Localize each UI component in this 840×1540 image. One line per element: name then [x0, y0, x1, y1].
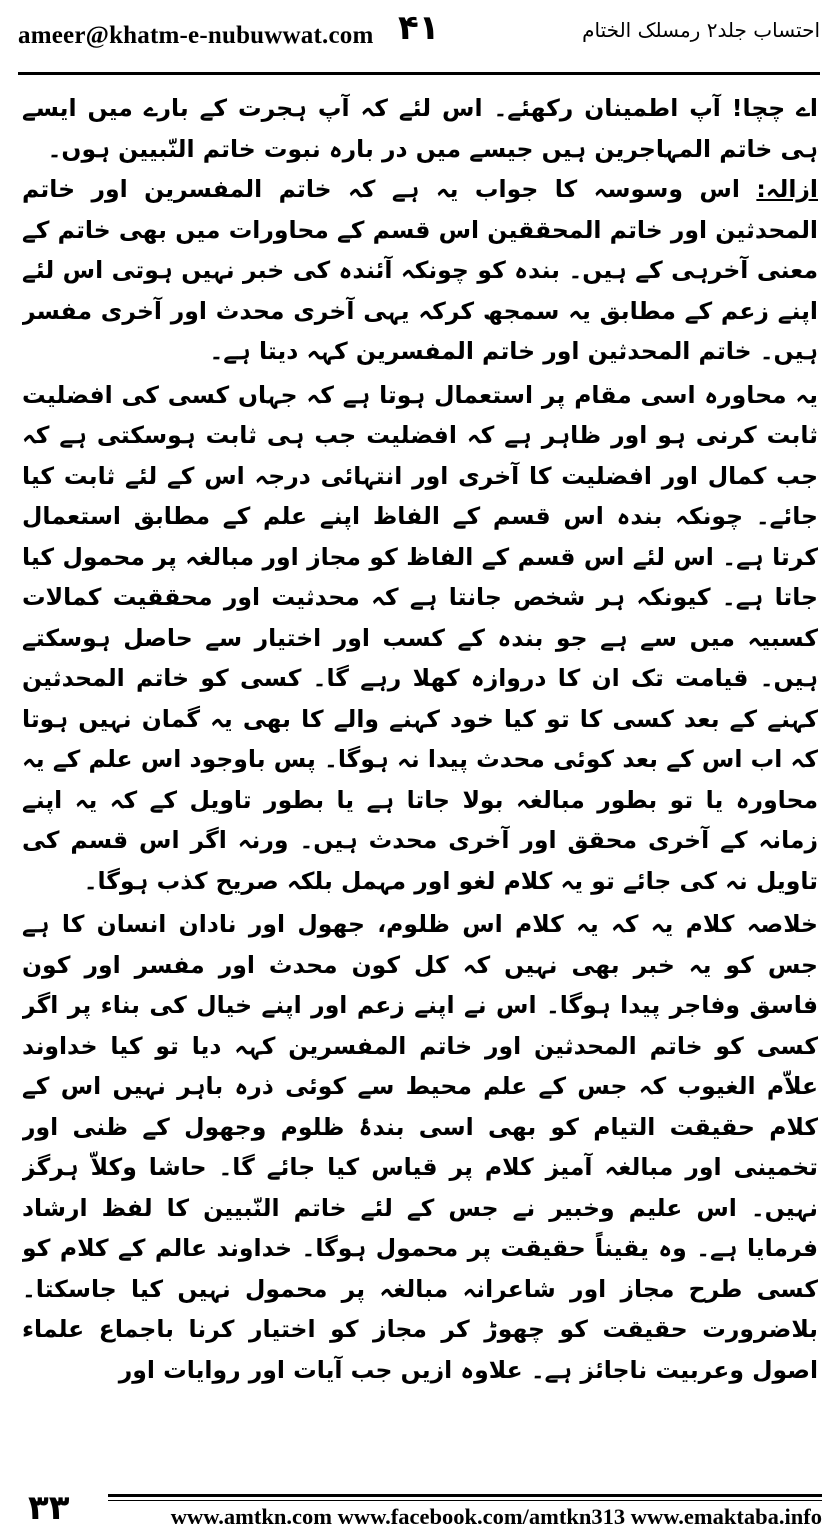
page-header: [0, 0, 840, 86]
paragraph-3: یہ محاورہ اسی مقام پر استعمال ہوتا ہے کہ جہاں کسی کی افضلیت ثابت کرنی ہو اور ظاہر ہے کہ افضلیت جب ہی ثابت ہوسکتی ہے کہ جب کمال اور افضلیت کا آخری اور انتہائی درجہ اس کے لئے ثابت کیا جائے۔ چونکہ بندہ اس قسم کے الفاظ اپنے علم کے مطابق استعمال کرتا ہے۔ اس لئے اس قسم کے الفاظ کو مجاز اور مبالغہ پر محمول کیا جاتا ہے۔ کیونکہ ہر شخص جانتا ہے کہ محدثیت اور محققیت کمالات کسبیہ میں سے ہے جو بندہ کے کسب اور اختیار سے حاصل ہوسکتے ہیں۔ قیامت تک ان کا دروازہ کھلا رہے گا۔ کسی کو خاتم المحدثین کہنے کے بعد کسی کا تو کیا خود کہنے والے کا بھی یہ گمان نہیں ہوتا کہ اب اس کے بعد کوئی محدث پیدا نہ ہوگا۔ پس باوجود اس علم کے یہ محاورہ یا تو بطور مبالغہ بولا جاتا ہے یا بطور تاویل کے کہ یہ اپنے زمانہ کے آخری محقق اور آخری محدث ہیں۔ ورنہ اگر اس قسم کی تاویل نہ کی جائے تو یہ کلام لغو اور مہمل بلکہ صریح کذب ہوگا۔: [22, 380, 818, 895]
paragraph-2-label: ازالہ:: [756, 175, 818, 203]
paragraph-2: [22, 169, 818, 372]
header-rule: [18, 72, 820, 75]
footer-rule-thin: [108, 1500, 822, 1501]
paragraph-2-text: اس وسوسہ کا جواب یہ ہے کہ خاتم المفسرین اور خاتم المحدثین اور خاتم المحققین اس قسم کے محاورات میں بھی خاتم کے معنی آخرہی کے ہیں۔ بندہ کو چونکہ آئندہ کی خبر نہیں ہوتی اس لئے اپنے زعم کے مطابق یہ سمجھ کرکہ یہی آخری محدث اور آخری مفسر ہیں۔ خاتم المحدثین اور خاتم المفسرین کہہ دیتا ہے۔: [22, 175, 818, 365]
footer-page-number: ۳۳: [28, 1488, 70, 1528]
page-footer: [0, 1486, 840, 1540]
header-page-number: ۴۱: [398, 8, 440, 48]
paragraph-4: خلاصہ کلام یہ کہ یہ کلام اس ظلوم، جھول اور نادان انسان کا ہے جس کو یہ خبر بھی نہیں کہ کل کون محدث اور مفسر اور کون فاسق وفاجر پیدا ہوگا۔ اس نے اپنے زعم اور اپنے خیال کی بناء پر اگر کسی کو خاتم المحدثین اور خاتم المفسرین کہہ دیا تو کیا خداوند علاّم الغیوب کہ جس کے علم محیط سے کوئی ذرہ باہر نہیں اس کے کلام حقیقت التیام کو بھی اسی بندۂ ظلوم وجھول کے ظنی اور تخمینی اور مبالغہ آمیز کلام پر قیاس کیا جائے گا۔ حاشا وکلاّ ہرگز نہیں۔ اس علیم وخبیر نے جس کے لئے خاتم النّبیین کا لفظ ارشاد فرمایا ہے۔ وہ یقیناً حقیقت پر محمول ہوگا۔ خداوند عالم کے کلام کو کسی طرح مجاز اور شاعرانہ مبالغہ پر محمول نہیں کیا جاسکتا۔ بلاضرورت حقیقت کو چھوڑ کر مجاز کو اختیار کرنا باجماع علماء اصول وعربیت ناجائز ہے۔ علاوہ ازیں جب آیات اور روایات اور: [22, 910, 818, 1384]
header-email: ameer@khatm-e-nubuwwat.com: [18, 22, 374, 49]
header-book-title: احتساب جلد۲ رمسلک الختام: [582, 18, 820, 42]
footer-rule-thick: [108, 1494, 822, 1497]
paragraph-1: اے چچا! آپ اطمینان رکھئے۔ اس لئے کہ آپ ہجرت کے بارے میں ایسے ہی خاتم المہاجرین ہیں جیسے میں در بارہ نبوت خاتم النّبیین ہوں۔: [22, 94, 818, 163]
page-body: [22, 88, 818, 1478]
footer-links: www.amtkn.com www.facebook.com/amtkn313 www.emaktaba.info: [170, 1504, 822, 1529]
